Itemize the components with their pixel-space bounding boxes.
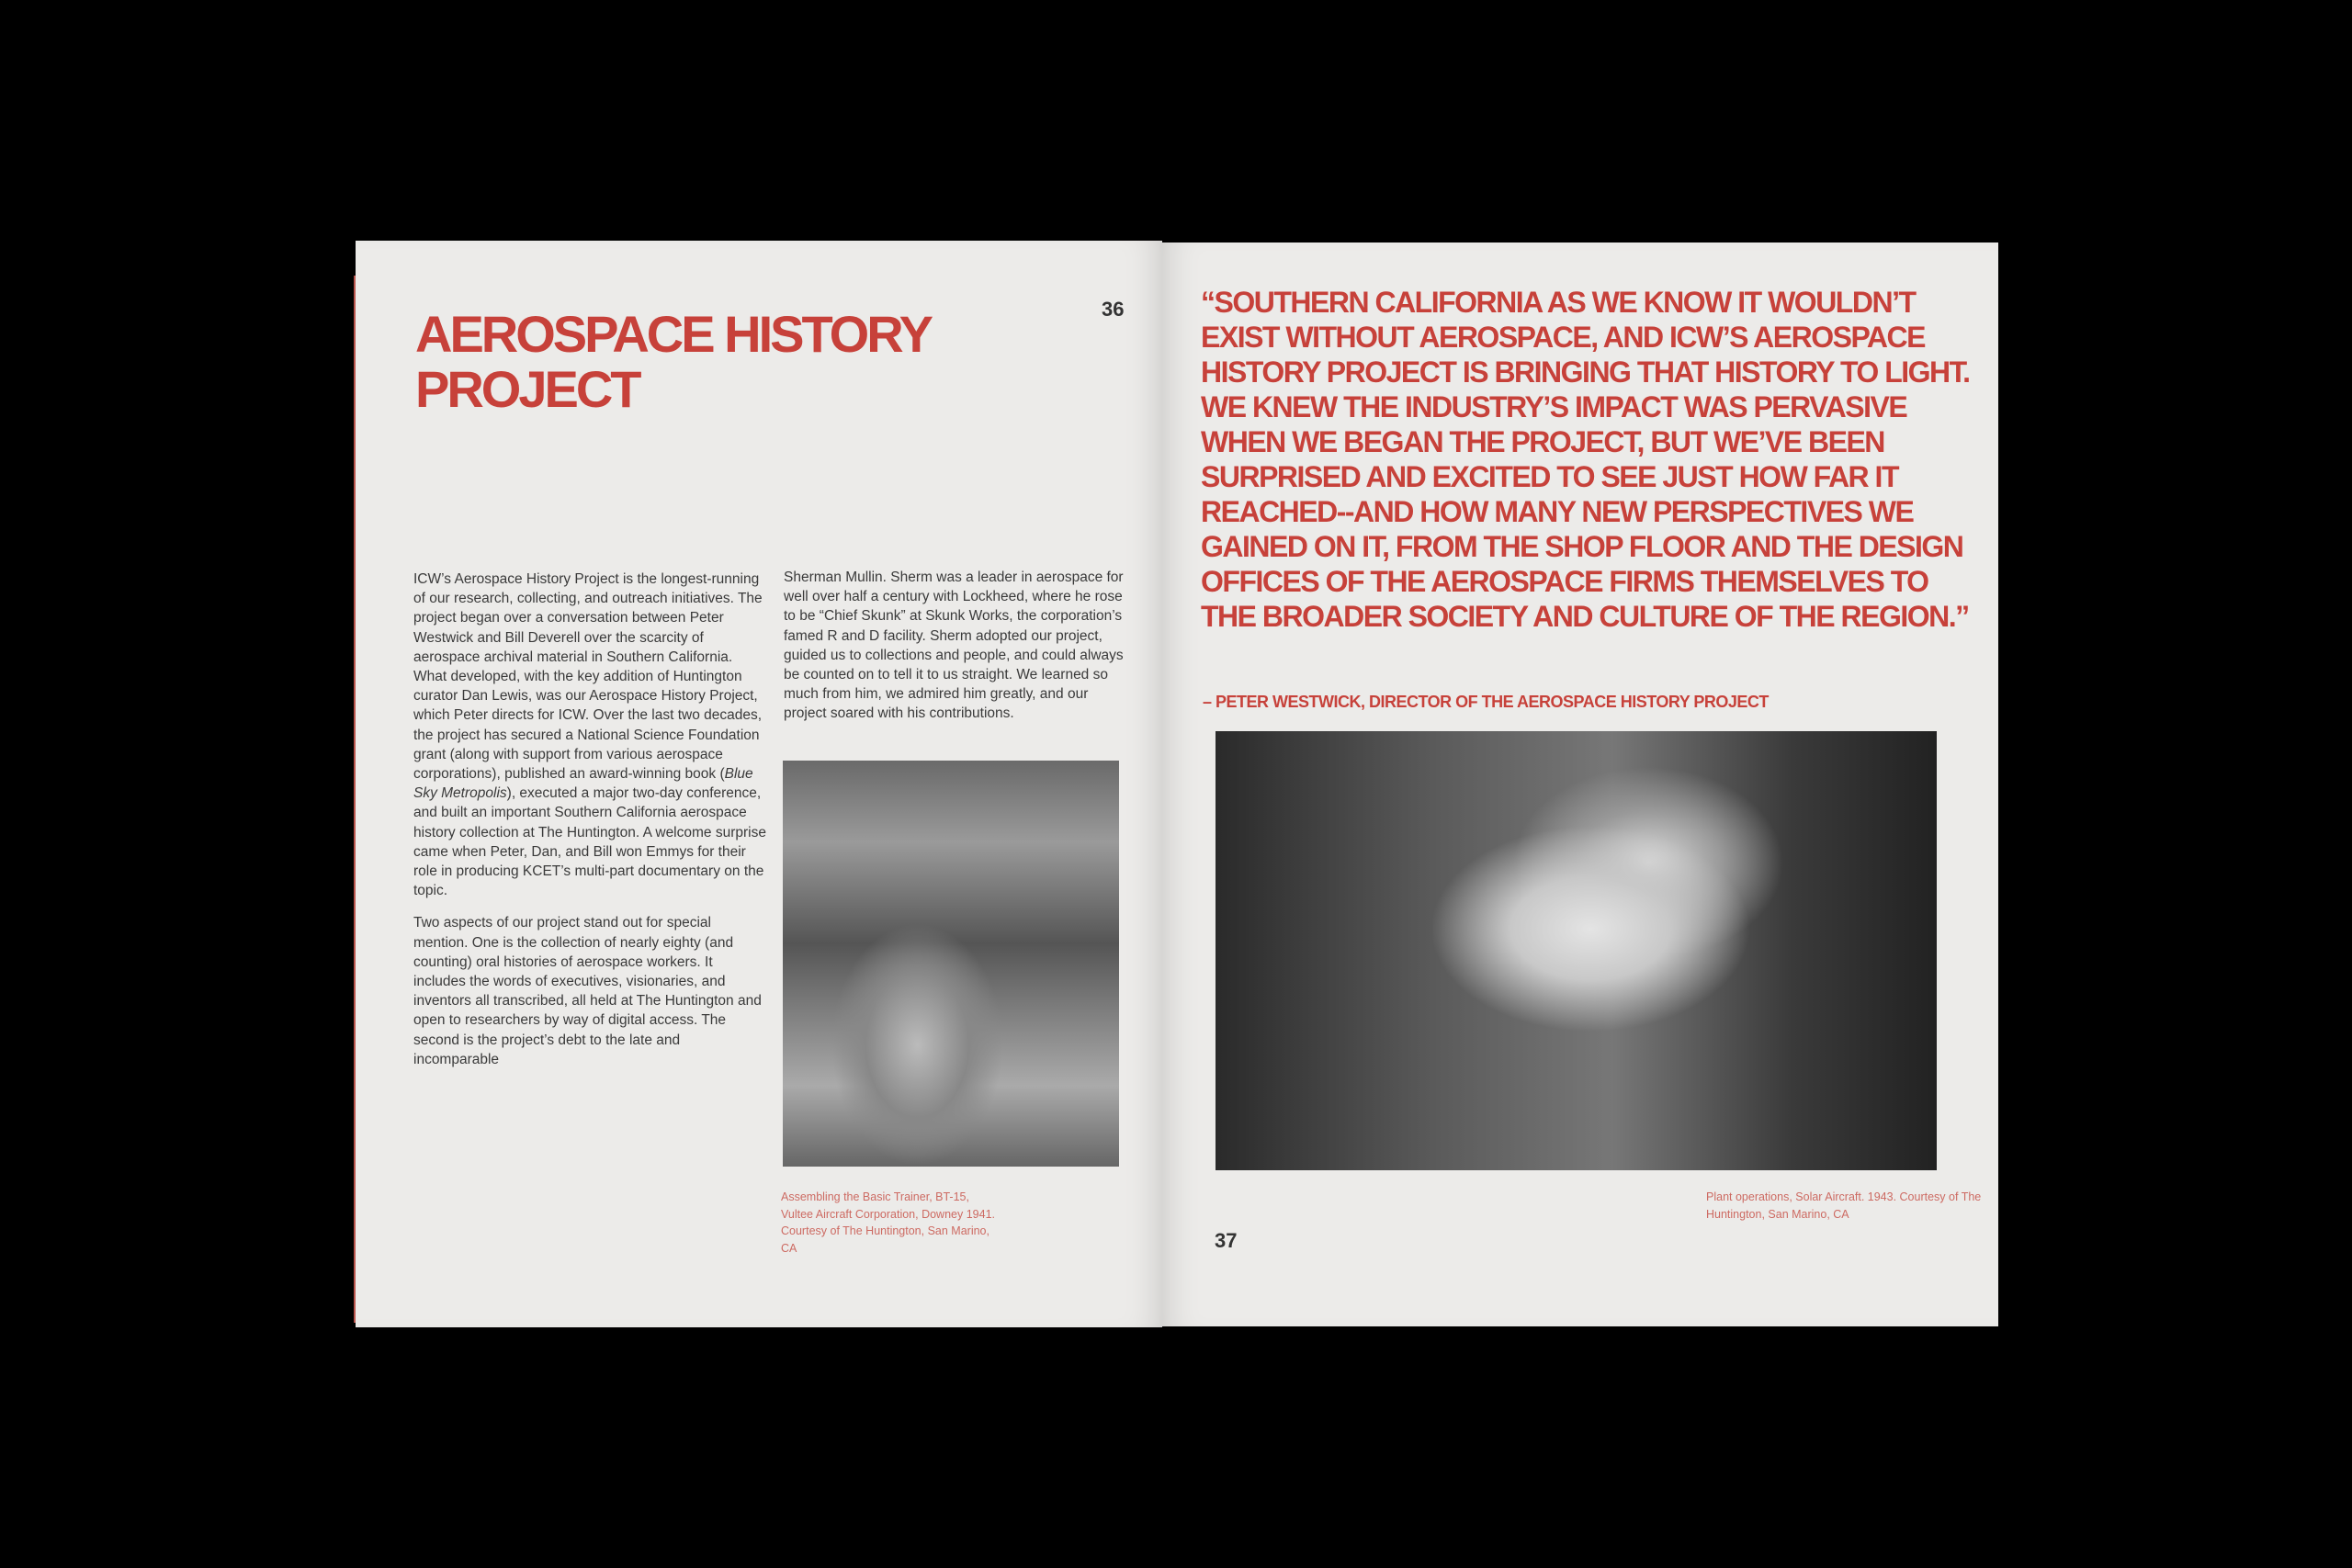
paragraph-3: Sherman Mullin. Sherm was a leader in aerospace for well over half a century with Lockheed, where he rose to be “Chief Skunk” at Skunk Works, the corporation’s famed R and D facility. Sherm adopted our project, guided us to collections and people, and could always be counted on to tell it to us straight. We learned so much from him, we admired him greatly, and our project soared with his contributions. — [784, 570, 1124, 722]
photo-plant-operations — [1216, 731, 1937, 1170]
paragraph-1: ICW’s Aerospace History Project is the longest-running of our research, collecting, and outreach initiatives. The project began over a conversation between Peter Westwick and Bill Deverell over the scarcity of aerospace archival material in Southern California. What developed, with the key addition of Huntington curator Dan Lewis, was our Aerospace History Project, which Peter directs for ICW. Over the last two decades, the project has secured a National Science Foundation grant (along with support from various aerospace corporations), published an award-winning book (Blue Sky Metropolis), executed a major two-day conference, and built an important Southern California aerospace history collection at The Huntington. A welcome surprise came when Peter, Dan, and Bill won Emmys for their role in producing KCET’s multi-part documentary on the topic. — [413, 571, 766, 899]
left-page — [356, 241, 1162, 1327]
paragraph-2: Two aspects of our project stand out for special mention. One is the collection of nearly eighty (and counting) oral histories of aerospace workers. It includes the words of executives, visionaries, and inventors all transcribed, all held at The Huntington and open to researchers by way of digital access. The second is the project’s debt to the late and incomparable — [413, 915, 762, 1067]
pull-quote: “SOUTHERN CALIFORNIA AS WE KNOW IT WOULDN’T EXIST WITHOUT AEROSPACE, AND ICW’S AEROSPACE HISTORY PROJECT IS BRINGING THAT HISTORY TO LIGHT. WE KNEW THE INDUSTRY’S IMPACT WAS PERVASIVE WHEN WE BEGAN THE PROJECT, BUT WE’VE BEEN SURPRISED AND EXCITED TO SEE JUST HOW FAR IT REACHED--AND HOW MANY NEW PERSPECTIVES WE GAINED ON IT, FROM THE SHOP FLOOR AND THE DESIGN OFFICES OF THE AEROSPACE FIRMS THEMSELVES TO THE BROADER SOCIETY AND CULTURE OF THE REGION.” — [1201, 286, 1970, 633]
page-number: 37 — [1215, 1229, 1238, 1252]
body-column-2 — [784, 568, 1128, 737]
photo-aircraft-assembly — [783, 761, 1119, 1167]
photo-caption: Assembling the Basic Trainer, BT-15, Vultee Aircraft Corporation, Downey 1941. Courtesy of The Huntington, San Marino, CA — [781, 1190, 995, 1255]
page-title: AEROSPACE HISTORY PROJECT — [415, 305, 930, 418]
body-column-1 — [413, 570, 767, 1082]
photo-caption: Plant operations, Solar Aircraft. 1943. Courtesy of The Huntington, San Marino, CA — [1706, 1190, 1982, 1221]
quote-attribution: – PETER WESTWICK, DIRECTOR OF THE AEROSPACE HISTORY PROJECT — [1203, 693, 1769, 711]
right-page — [1162, 243, 1998, 1326]
page-number: 36 — [1102, 298, 1125, 321]
